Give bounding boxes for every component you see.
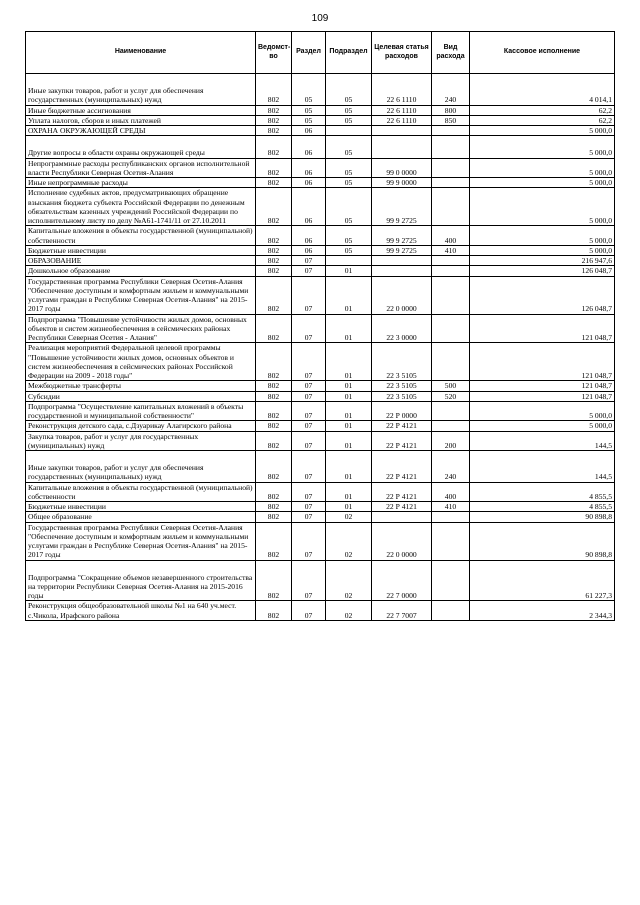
table-cell-subsection: 05 bbox=[326, 245, 372, 255]
column-header-expense-type: Вид расхода bbox=[432, 32, 470, 74]
table-cell-target: 99 9 2725 bbox=[372, 188, 432, 226]
table-row bbox=[26, 381, 615, 391]
table-cell-amount: 5 000,0 bbox=[470, 188, 615, 226]
table-cell-expense-type: 520 bbox=[432, 391, 470, 401]
table-cell-ministry: 802 bbox=[256, 381, 292, 391]
table-row bbox=[26, 431, 615, 451]
table-cell-amount: 62,2 bbox=[470, 115, 615, 125]
table-cell-name: Дошкольное образование bbox=[26, 266, 256, 276]
table-row bbox=[26, 178, 615, 188]
table-cell-expense-type bbox=[432, 314, 470, 343]
table-row bbox=[26, 502, 615, 512]
table-cell-name: Непрограммные расходы республиканских органов исполнительной власти Республики Северная Осетия-Алания bbox=[26, 158, 256, 178]
table-cell-expense-type: 240 bbox=[432, 451, 470, 483]
table-cell-amount: 4 855,5 bbox=[470, 482, 615, 502]
table-cell-section: 06 bbox=[292, 126, 326, 136]
table-cell-amount: 126 048,7 bbox=[470, 276, 615, 314]
table-cell-ministry: 802 bbox=[256, 74, 292, 106]
table-cell-expense-type bbox=[432, 126, 470, 136]
table-cell-section: 07 bbox=[292, 391, 326, 401]
table-cell-ministry: 802 bbox=[256, 522, 292, 560]
table-cell-expense-type bbox=[432, 421, 470, 431]
table-cell-amount: 90 898,8 bbox=[470, 512, 615, 522]
table-cell-section: 06 bbox=[292, 158, 326, 178]
table-cell-ministry: 802 bbox=[256, 266, 292, 276]
table-cell-expense-type: 240 bbox=[432, 74, 470, 106]
table-cell-amount: 5 000,0 bbox=[470, 226, 615, 246]
table-cell-ministry: 802 bbox=[256, 276, 292, 314]
table-cell-target: 22 6 1110 bbox=[372, 105, 432, 115]
table-cell-target: 22 7 7007 bbox=[372, 601, 432, 621]
table-cell-expense-type bbox=[432, 158, 470, 178]
table-cell-name: Межбюджетные трансферты bbox=[26, 381, 256, 391]
table-cell-ministry: 802 bbox=[256, 431, 292, 451]
table-cell-section: 07 bbox=[292, 276, 326, 314]
table-cell-ministry: 802 bbox=[256, 560, 292, 601]
table-cell-section: 06 bbox=[292, 136, 326, 158]
table-cell-subsection: 01 bbox=[326, 502, 372, 512]
table-cell-amount: 90 898,8 bbox=[470, 522, 615, 560]
table-cell-name: Подпрограмма "Повышение устойчивости жилых домов, основных объектов и систем жизнеобеспечения в сейсмических районах Республики Северная Осетия - Алания" bbox=[26, 314, 256, 343]
table-cell-name: Бюджетные инвестиции bbox=[26, 502, 256, 512]
table-cell-amount: 216 947,6 bbox=[470, 256, 615, 266]
table-cell-target bbox=[372, 136, 432, 158]
table-cell-name: Реализация мероприятий Федеральной целевой программы "Повышение устойчивости жилых домов, основных объектов и систем жизнеобеспечения в сейсмических районах Российской Федерации на 2009 - 2018 годы" bbox=[26, 343, 256, 381]
table-cell-section: 05 bbox=[292, 115, 326, 125]
table-row bbox=[26, 266, 615, 276]
table-cell-target: 22 Р 4121 bbox=[372, 421, 432, 431]
table-cell-subsection: 05 bbox=[326, 136, 372, 158]
table-cell-section: 06 bbox=[292, 178, 326, 188]
table-cell-target: 99 9 2725 bbox=[372, 245, 432, 255]
column-header-subsection: Подраздел bbox=[326, 32, 372, 74]
table-row bbox=[26, 158, 615, 178]
column-header-ministry: Ведомст-во bbox=[256, 32, 292, 74]
table-cell-ministry: 802 bbox=[256, 391, 292, 401]
table-cell-ministry: 802 bbox=[256, 343, 292, 381]
table-cell-section: 07 bbox=[292, 502, 326, 512]
table-cell-ministry: 802 bbox=[256, 245, 292, 255]
table-cell-expense-type: 800 bbox=[432, 105, 470, 115]
table-cell-target: 22 3 0000 bbox=[372, 314, 432, 343]
table-cell-section: 05 bbox=[292, 74, 326, 106]
table-cell-name: Общее образование bbox=[26, 512, 256, 522]
table-cell-name: Другие вопросы в области охраны окружающей среды bbox=[26, 136, 256, 158]
table-cell-name: Подпрограмма "Осуществление капитальных вложений в объекты государственной и муниципальной собственности" bbox=[26, 401, 256, 421]
table-cell-ministry: 802 bbox=[256, 136, 292, 158]
table-cell-section: 06 bbox=[292, 245, 326, 255]
table-cell-expense-type bbox=[432, 601, 470, 621]
table-cell-name: Реконструкция общеобразовательной школы №1 на 640 уч.мест. с.Чикола, Ирафского района bbox=[26, 601, 256, 621]
table-cell-expense-type bbox=[432, 266, 470, 276]
table-cell-target: 22 7 0000 bbox=[372, 560, 432, 601]
table-cell-expense-type bbox=[432, 276, 470, 314]
table-cell-target: 22 Р 4121 bbox=[372, 502, 432, 512]
table-cell-ministry: 802 bbox=[256, 601, 292, 621]
table-cell-section: 06 bbox=[292, 226, 326, 246]
table-cell-target: 22 6 1110 bbox=[372, 115, 432, 125]
table-cell-name: Закупка товаров, работ и услуг для государственных (муниципальных) нужд bbox=[26, 431, 256, 451]
table-row bbox=[26, 126, 615, 136]
table-cell-expense-type: 200 bbox=[432, 431, 470, 451]
table-cell-amount: 126 048,7 bbox=[470, 266, 615, 276]
table-cell-subsection: 01 bbox=[326, 381, 372, 391]
table-cell-target: 22 Р 4121 bbox=[372, 451, 432, 483]
table-cell-target: 22 0 0000 bbox=[372, 276, 432, 314]
table-row bbox=[26, 226, 615, 246]
table-row bbox=[26, 276, 615, 314]
table-cell-section: 07 bbox=[292, 431, 326, 451]
table-cell-expense-type bbox=[432, 401, 470, 421]
table-cell-expense-type: 400 bbox=[432, 226, 470, 246]
table-cell-section: 07 bbox=[292, 314, 326, 343]
budget-table bbox=[25, 31, 615, 621]
table-cell-ministry: 802 bbox=[256, 502, 292, 512]
table-cell-section: 07 bbox=[292, 512, 326, 522]
table-cell-section: 07 bbox=[292, 560, 326, 601]
table-cell-target: 22 3 5105 bbox=[372, 381, 432, 391]
table-cell-name: Капитальные вложения в объекты государственной (муниципальной) собственности bbox=[26, 482, 256, 502]
table-cell-section: 07 bbox=[292, 266, 326, 276]
table-cell-target: 22 3 5105 bbox=[372, 391, 432, 401]
table-cell-name: ОБРАЗОВАНИЕ bbox=[26, 256, 256, 266]
table-cell-ministry: 802 bbox=[256, 314, 292, 343]
table-cell-section: 07 bbox=[292, 601, 326, 621]
table-cell-section: 06 bbox=[292, 188, 326, 226]
table-cell-subsection: 02 bbox=[326, 560, 372, 601]
table-cell-ministry: 802 bbox=[256, 512, 292, 522]
table-cell-name: Иные непрограммные расходы bbox=[26, 178, 256, 188]
page-number: 109 bbox=[311, 13, 329, 24]
table-row bbox=[26, 74, 615, 106]
table-cell-amount: 62,2 bbox=[470, 105, 615, 115]
table-cell-amount: 61 227,3 bbox=[470, 560, 615, 601]
table-cell-subsection: 01 bbox=[326, 431, 372, 451]
table-cell-subsection: 02 bbox=[326, 522, 372, 560]
table-cell-subsection: 01 bbox=[326, 421, 372, 431]
table-cell-amount: 2 344,3 bbox=[470, 601, 615, 621]
table-row bbox=[26, 314, 615, 343]
table-cell-section: 07 bbox=[292, 522, 326, 560]
table-cell-subsection: 05 bbox=[326, 105, 372, 115]
table-cell-amount: 4 014,1 bbox=[470, 74, 615, 106]
table-header-row bbox=[26, 32, 615, 74]
table-cell-name: Исполнение судебных актов, предусматривающих обращение взыскания бюджета субъекта Российской Федерации по денежным обязательствам казенных учреждений Российской Федерации по исполнительному листу по делу №А61-1741/11 от 27.10.2011 bbox=[26, 188, 256, 226]
table-cell-subsection: 05 bbox=[326, 188, 372, 226]
table-cell-ministry: 802 bbox=[256, 482, 292, 502]
table-cell-section: 07 bbox=[292, 256, 326, 266]
table-cell-subsection: 05 bbox=[326, 158, 372, 178]
table-cell-subsection: 01 bbox=[326, 401, 372, 421]
table-cell-subsection: 01 bbox=[326, 343, 372, 381]
table-cell-section: 07 bbox=[292, 381, 326, 391]
table-cell-subsection: 01 bbox=[326, 266, 372, 276]
column-header-name: Наименование bbox=[26, 32, 256, 74]
table-cell-ministry: 802 bbox=[256, 401, 292, 421]
table-cell-name: Государственная программа Республики Северная Осетия-Алания "Обеспечение доступным и комфортным жильем и коммунальными услугами граждан в Республике Северная Осетия-Алания" на 2015-2017 годы bbox=[26, 522, 256, 560]
column-header-target: Целевая статья расходов bbox=[372, 32, 432, 74]
table-cell-target bbox=[372, 512, 432, 522]
table-cell-section: 07 bbox=[292, 451, 326, 483]
table-cell-amount: 4 855,5 bbox=[470, 502, 615, 512]
table-cell-subsection: 02 bbox=[326, 601, 372, 621]
table-row bbox=[26, 256, 615, 266]
table-cell-section: 07 bbox=[292, 401, 326, 421]
column-header-amount: Кассовое исполнение bbox=[470, 32, 615, 74]
table-cell-expense-type: 410 bbox=[432, 502, 470, 512]
table-cell-amount: 5 000,0 bbox=[470, 126, 615, 136]
table-cell-section: 07 bbox=[292, 482, 326, 502]
table-cell-section: 05 bbox=[292, 105, 326, 115]
table-cell-target bbox=[372, 266, 432, 276]
table-cell-name: Бюджетные инвестиции bbox=[26, 245, 256, 255]
table-cell-name: Иные закупки товаров, работ и услуг для обеспечения государственных (муниципальных) нужд bbox=[26, 451, 256, 483]
table-cell-target: 22 3 5105 bbox=[372, 343, 432, 381]
table-cell-amount: 121 048,7 bbox=[470, 391, 615, 401]
table-cell-name: ОХРАНА ОКРУЖАЮЩЕЙ СРЕДЫ bbox=[26, 126, 256, 136]
table-cell-subsection bbox=[326, 256, 372, 266]
table-cell-ministry: 802 bbox=[256, 126, 292, 136]
table-cell-name: Субсидии bbox=[26, 391, 256, 401]
table-cell-ministry: 802 bbox=[256, 188, 292, 226]
column-header-section: Раздел bbox=[292, 32, 326, 74]
table-cell-ministry: 802 bbox=[256, 105, 292, 115]
table-cell-amount: 5 000,0 bbox=[470, 245, 615, 255]
table-cell-expense-type: 410 bbox=[432, 245, 470, 255]
table-cell-subsection: 01 bbox=[326, 482, 372, 502]
table-cell-amount: 5 000,0 bbox=[470, 421, 615, 431]
table-cell-expense-type bbox=[432, 178, 470, 188]
table-cell-target: 99 0 0000 bbox=[372, 158, 432, 178]
table-cell-ministry: 802 bbox=[256, 256, 292, 266]
table-cell-ministry: 802 bbox=[256, 421, 292, 431]
table-row bbox=[26, 343, 615, 381]
table-cell-expense-type bbox=[432, 512, 470, 522]
table-row bbox=[26, 245, 615, 255]
table-cell-expense-type bbox=[432, 256, 470, 266]
table-cell-ministry: 802 bbox=[256, 226, 292, 246]
table-cell-amount: 5 000,0 bbox=[470, 136, 615, 158]
table-cell-target: 22 Р 0000 bbox=[372, 401, 432, 421]
table-row bbox=[26, 391, 615, 401]
table-cell-subsection: 01 bbox=[326, 276, 372, 314]
table-cell-subsection: 05 bbox=[326, 74, 372, 106]
table-row bbox=[26, 522, 615, 560]
table-row bbox=[26, 105, 615, 115]
table-cell-subsection: 01 bbox=[326, 391, 372, 401]
table-row bbox=[26, 512, 615, 522]
table-row bbox=[26, 601, 615, 621]
table-cell-ministry: 802 bbox=[256, 451, 292, 483]
table-cell-expense-type: 850 bbox=[432, 115, 470, 125]
table-cell-amount: 5 000,0 bbox=[470, 178, 615, 188]
table-cell-subsection: 02 bbox=[326, 512, 372, 522]
table-cell-name: Государственная программа Республики Северная Осетия-Алания "Обеспечение доступным и комфортным жильем и коммунальными услугами граждан в Республике Северная Осетия-Алания" на 2015-2017 годы bbox=[26, 276, 256, 314]
table-row bbox=[26, 482, 615, 502]
table-row bbox=[26, 188, 615, 226]
table-cell-subsection: 01 bbox=[326, 314, 372, 343]
table-cell-expense-type bbox=[432, 136, 470, 158]
table-cell-target: 22 0 0000 bbox=[372, 522, 432, 560]
table-cell-subsection: 05 bbox=[326, 226, 372, 246]
table-cell-target: 22 Р 4121 bbox=[372, 482, 432, 502]
table-cell-expense-type bbox=[432, 188, 470, 226]
table-cell-subsection bbox=[326, 126, 372, 136]
table-cell-ministry: 802 bbox=[256, 115, 292, 125]
table-cell-section: 07 bbox=[292, 421, 326, 431]
table-cell-name: Подпрограмма "Сокращение объемов незавершенного строительства на территории Республики Северная Осетия-Алания на 2015-2016 годы bbox=[26, 560, 256, 601]
table-cell-expense-type: 500 bbox=[432, 381, 470, 391]
table-cell-amount: 121 048,7 bbox=[470, 343, 615, 381]
table-row bbox=[26, 401, 615, 421]
table-row bbox=[26, 115, 615, 125]
table-cell-name: Иные закупки товаров, работ и услуг для обеспечения государственных (муниципальных) нужд bbox=[26, 74, 256, 106]
table-row bbox=[26, 136, 615, 158]
table-cell-target bbox=[372, 126, 432, 136]
table-cell-section: 07 bbox=[292, 343, 326, 381]
table-row bbox=[26, 451, 615, 483]
table-cell-expense-type bbox=[432, 522, 470, 560]
table-cell-name: Реконструкция детского сада, с.Дзуарикау Алагирского района bbox=[26, 421, 256, 431]
table-cell-subsection: 05 bbox=[326, 178, 372, 188]
table-cell-expense-type bbox=[432, 343, 470, 381]
table-cell-amount: 144,5 bbox=[470, 451, 615, 483]
table-cell-amount: 121 048,7 bbox=[470, 381, 615, 391]
table-cell-amount: 5 000,0 bbox=[470, 401, 615, 421]
table-cell-expense-type bbox=[432, 560, 470, 601]
table-cell-target: 22 6 1110 bbox=[372, 74, 432, 106]
table-cell-target: 22 Р 4121 bbox=[372, 431, 432, 451]
table-cell-amount: 144,5 bbox=[470, 431, 615, 451]
table-cell-ministry: 802 bbox=[256, 178, 292, 188]
table-cell-name: Уплата налогов, сборов и иных платежей bbox=[26, 115, 256, 125]
table-cell-amount: 121 048,7 bbox=[470, 314, 615, 343]
table-cell-name: Иные бюджетные ассигнования bbox=[26, 105, 256, 115]
table-cell-subsection: 01 bbox=[326, 451, 372, 483]
table-cell-expense-type: 400 bbox=[432, 482, 470, 502]
table-cell-subsection: 05 bbox=[326, 115, 372, 125]
table-cell-amount: 5 000,0 bbox=[470, 158, 615, 178]
table-row bbox=[26, 560, 615, 601]
table-row bbox=[26, 421, 615, 431]
table-cell-ministry: 802 bbox=[256, 158, 292, 178]
table-cell-target bbox=[372, 256, 432, 266]
table-cell-target: 99 9 0000 bbox=[372, 178, 432, 188]
table-cell-target: 99 9 2725 bbox=[372, 226, 432, 246]
table-cell-name: Капитальные вложения в объекты государственной (муниципальной) собственности bbox=[26, 226, 256, 246]
